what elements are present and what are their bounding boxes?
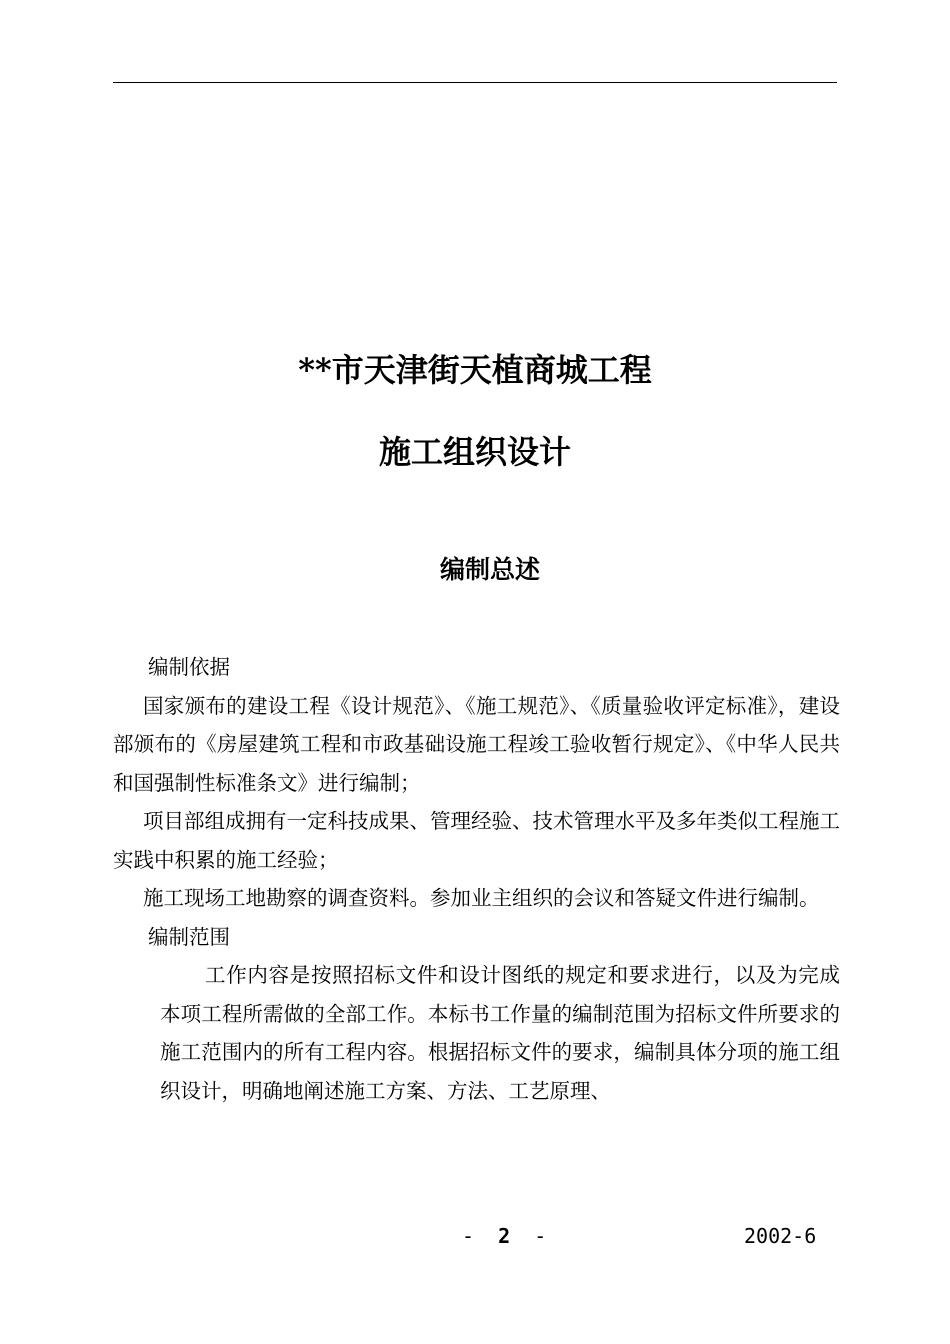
header-rule (113, 82, 837, 83)
paragraph: 施工现场工地勘察的调查资料。参加业主组织的会议和答疑文件进行编制。 (143, 886, 820, 910)
subsection-heading-basis: 编制依据 (148, 655, 230, 679)
page-number (462, 1222, 546, 1250)
paragraph: 国家颁布的建设工程《设计规范》、《施工规范》、《质量验收评定标准》，建设部颁布的《房屋建筑工程和市政基础设施工程竣工验收暂行规定》、《中华人民共和国强制性标准条文》进行编制； (113, 693, 840, 795)
scope-block (113, 956, 840, 1110)
subsection-heading-scope: 编制范围 (148, 924, 230, 949)
footer-date: 2002-6 (744, 1224, 817, 1248)
paragraph: 工作内容是按照招标文件和设计图纸的规定和要求进行，以及为完成本项工程所需做的全部工作。本标书工作量的编制范围为招标文件所要求的施工范围内的所有工程内容。根据招标文件的要求，编制具体分项的施工组织设计，明确地阐述施工方案、方法、工艺原理、 (160, 963, 840, 1103)
page-dash-left: - (462, 1224, 475, 1248)
body-text (113, 648, 840, 1110)
page-number-value: 2 (498, 1224, 511, 1248)
document-title: **市天津街天植商城工程 (298, 351, 652, 389)
document-subtitle: 施工组织设计 (378, 433, 571, 471)
page-dash-right: - (534, 1224, 547, 1248)
section-title: 编制总述 (439, 555, 540, 584)
paragraph: 项目部组成拥有一定科技成果、管理经验、技术管理水平及多年类似工程施工实践中积累的施工经验； (113, 809, 840, 872)
